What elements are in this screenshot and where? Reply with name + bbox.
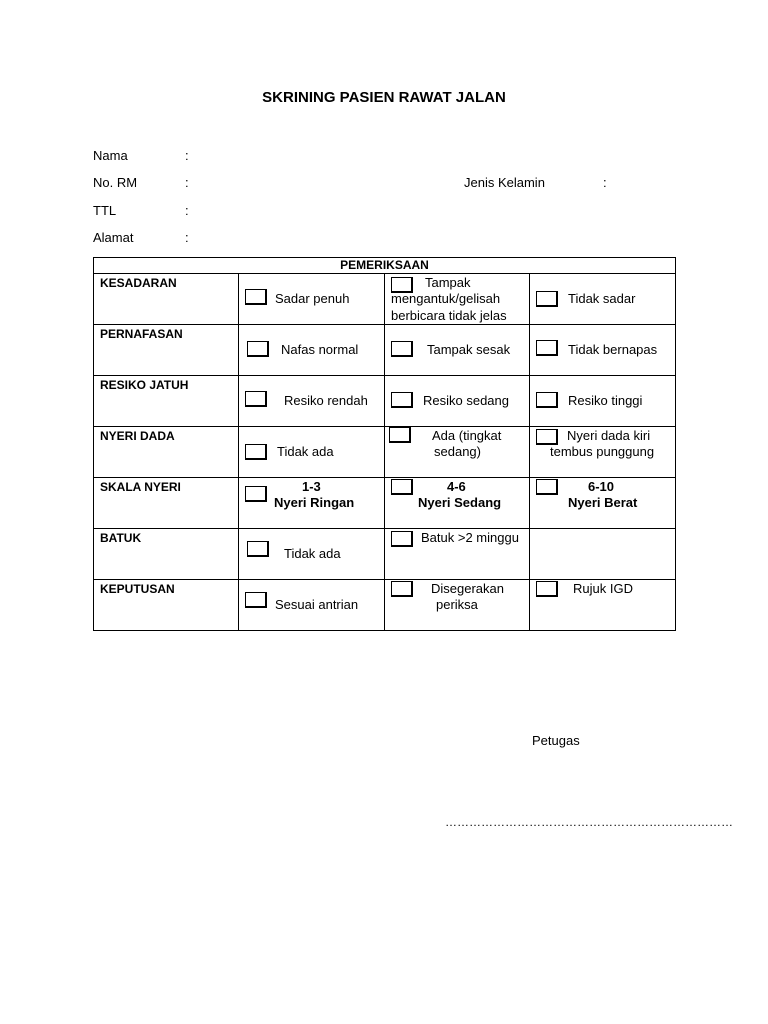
ttl-label: TTL (93, 203, 117, 218)
checkbox[interactable] (536, 340, 558, 356)
alamat-colon: : (185, 230, 189, 245)
option-text: Tampak (425, 275, 471, 290)
option-sesuai-antrian[interactable] (239, 580, 385, 631)
checkbox[interactable] (391, 341, 413, 357)
row-label-batuk: BATUK (94, 529, 239, 580)
option-scale: 1-3 (302, 479, 321, 494)
checkbox[interactable] (536, 581, 558, 597)
option-tampak-mengantuk[interactable] (385, 274, 530, 325)
option-text: Tidak ada (284, 546, 341, 561)
option-sadar-penuh[interactable] (239, 274, 385, 325)
page-title: SKRINING PASIEN RAWAT JALAN (262, 89, 506, 106)
option-text: Tidak sadar (568, 291, 636, 306)
row-label-resiko-jatuh: RESIKO JATUH (94, 376, 239, 427)
option-text: Disegerakan (431, 581, 504, 596)
row-label-skala-nyeri: SKALA NYERI (94, 478, 239, 529)
option-ada-tingkat-sedang[interactable] (385, 427, 530, 478)
option-text: Tampak sesak (427, 342, 511, 357)
option-batuk-2-minggu[interactable] (385, 529, 530, 580)
empty-cell (530, 529, 676, 580)
option-tidak-bernapas[interactable] (530, 325, 676, 376)
checkbox[interactable] (245, 289, 267, 305)
petugas-label: Petugas (532, 733, 580, 748)
option-text: Nyeri Sedang (418, 495, 502, 510)
checkbox[interactable] (536, 392, 558, 408)
checkbox[interactable] (391, 531, 413, 547)
option-resiko-tinggi[interactable] (530, 376, 676, 427)
option-nyeri-berat[interactable] (530, 478, 676, 529)
option-nafas-normal[interactable] (239, 325, 385, 376)
row-label-nyeri-dada: NYERI DADA (94, 427, 239, 478)
checkbox[interactable] (245, 592, 267, 608)
option-nyeri-ringan[interactable] (239, 478, 385, 529)
nama-colon: : (185, 148, 189, 163)
option-tidak-ada-nyeri[interactable] (239, 427, 385, 478)
option-text: Nafas normal (281, 342, 359, 357)
option-scale: 6-10 (588, 479, 615, 494)
row-label-kesadaran: KESADARAN (94, 274, 239, 325)
jenis-kelamin-label: Jenis Kelamin (464, 175, 545, 190)
option-text: Nyeri Ringan (274, 495, 355, 510)
option-text: Resiko sedang (423, 393, 509, 408)
option-text: periksa (436, 597, 478, 612)
signature-line: ……………………………………………………………… (445, 815, 733, 829)
option-resiko-sedang[interactable] (385, 376, 530, 427)
option-text: Sadar penuh (275, 291, 350, 306)
ttl-colon: : (185, 203, 189, 218)
jenis-kelamin-colon: : (603, 175, 607, 190)
no-rm-label: No. RM (93, 175, 138, 190)
alamat-label: Alamat (93, 230, 134, 245)
option-text: Rujuk IGD (573, 581, 633, 596)
option-text: sedang) (434, 444, 481, 459)
checkbox[interactable] (245, 486, 267, 502)
checkbox[interactable] (389, 427, 411, 443)
checkbox[interactable] (245, 391, 267, 407)
option-text: Nyeri Berat (568, 495, 638, 510)
row-label-pernafasan: PERNAFASAN (94, 325, 239, 376)
option-text: Nyeri dada kiri (567, 428, 651, 443)
no-rm-colon: : (185, 175, 189, 190)
option-disegerakan-periksa[interactable] (385, 580, 530, 631)
option-text: Resiko rendah (284, 393, 368, 408)
option-nyeri-dada-kiri[interactable] (530, 427, 676, 478)
option-text: Tidak bernapas (568, 342, 658, 357)
option-text: berbicara tidak jelas (391, 308, 507, 323)
option-text: tembus punggung (550, 444, 655, 459)
option-text: Resiko tinggi (568, 393, 643, 408)
nama-label: Nama (93, 148, 128, 163)
option-tampak-sesak[interactable] (385, 325, 530, 376)
row-label-keputusan: KEPUTUSAN (94, 580, 239, 631)
option-scale: 4-6 (447, 479, 466, 494)
checkbox[interactable] (536, 479, 558, 495)
checkbox[interactable] (247, 541, 269, 557)
checkbox[interactable] (391, 581, 413, 597)
checkbox[interactable] (536, 291, 558, 307)
checkbox[interactable] (245, 444, 267, 460)
option-text: mengantuk/gelisah (391, 291, 501, 306)
option-text: Sesuai antrian (275, 597, 359, 612)
option-tidak-sadar[interactable] (530, 274, 676, 325)
screening-table (93, 257, 676, 631)
checkbox[interactable] (391, 479, 413, 495)
option-text: Batuk >2 minggu (421, 530, 519, 545)
option-rujuk-igd[interactable] (530, 580, 676, 631)
checkbox[interactable] (247, 341, 269, 357)
option-text: Tidak ada (277, 444, 334, 459)
table-header: PEMERIKSAAN (94, 258, 676, 274)
option-resiko-rendah[interactable] (239, 376, 385, 427)
option-text: Ada (tingkat (432, 428, 502, 443)
option-nyeri-sedang[interactable] (385, 478, 530, 529)
option-batuk-tidak-ada[interactable] (239, 529, 385, 580)
checkbox[interactable] (391, 392, 413, 408)
